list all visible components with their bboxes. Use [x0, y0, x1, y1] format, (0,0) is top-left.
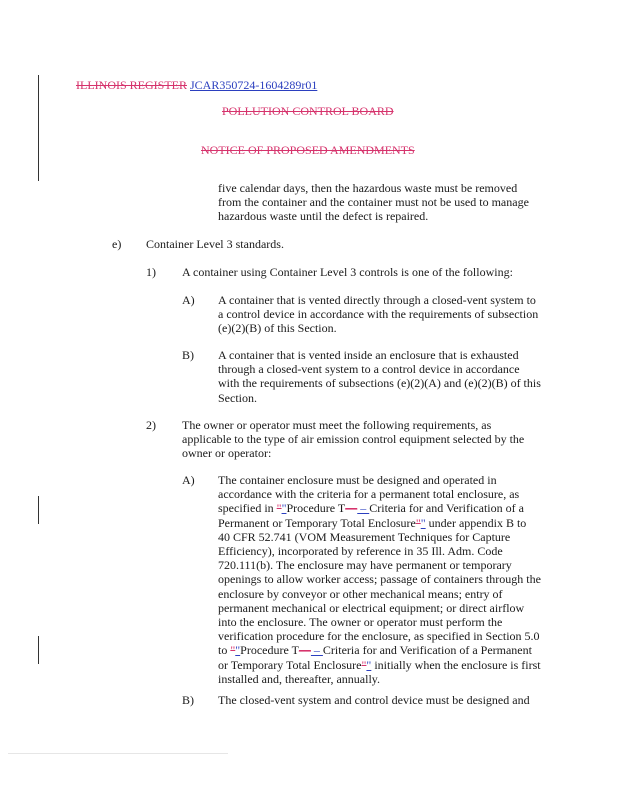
item-2-label: 2)	[146, 418, 156, 432]
change-bar	[38, 75, 39, 181]
item-1B-text: A container that is vented inside an enclosure that is exhausted through a closed-vent system to a control device in accordance with the requirements of subsections (e)(2)(A) and (e)(2)(B) of this Section.	[218, 348, 541, 405]
item-2B-text: The closed-vent system and control device must be designed and	[218, 693, 530, 707]
continuation-paragraph: five calendar days, then the hazardous waste must be removed from the container and the container must not be used to manage hazardous waste until the defect is repaired.	[218, 181, 529, 224]
change-bar	[38, 496, 39, 524]
item-2A-text: The container enclosure must be designed and operated in accordance with the criteria for a permanent total enclosure, as specified in ""Procedure T— – Criteria for and Verification of a Permanent or Temporary Total Enclosure"" under appendix B to 40 CFR 52.741 (VOM Measurement Techniques for Capture Efficiency), incorporated by reference in 35 Ill. Adm. Code 720.111(b). The enclosure may have permanent or temporary openings to allow worker access; passage of containers through the enclosure by conveyor or other mechanical means; entry of permanent mechanical or electrical equipment; or direct airflow into the enclosure. The owner or operator must perform the verification procedure for the enclosure, as specified in Section 5.0 to ""Procedure T— – Criteria for and Verification of a Permanent or Temporary Total Enclosure"" initially when the enclosure is first installed and, thereafter, annually.	[218, 473, 541, 686]
item-2B-label: B)	[182, 693, 194, 707]
footer-divider	[8, 753, 228, 754]
subsection-e-label: e)	[112, 237, 122, 251]
item-2A-label: A)	[182, 473, 195, 487]
item-2-text: The owner or operator must meet the following requirements, as applicable to the type of air emission control equipment selected by the owner or operator:	[182, 418, 525, 461]
item-1-label: 1)	[146, 265, 156, 279]
subsection-e-heading: Container Level 3 standards.	[146, 237, 284, 251]
item-1-text: A container using Container Level 3 controls is one of the following:	[182, 265, 513, 279]
board-title: POLLUTION CONTROL BOARD	[222, 104, 394, 118]
register-deleted: ILLINOIS REGISTER	[76, 78, 187, 92]
register-header	[76, 78, 317, 93]
notice-title: NOTICE OF PROPOSED AMENDMENTS	[201, 143, 415, 157]
item-1B-label: B)	[182, 348, 194, 362]
item-1A-label: A)	[182, 293, 195, 307]
register-inserted: JCAR350724-1604289r01	[190, 78, 318, 92]
change-bar	[38, 636, 39, 664]
item-1A-text: A container that is vented directly through a closed-vent system to a control device in accordance with the requirements of subsection (e)(2)(B) of this Section.	[218, 293, 539, 336]
